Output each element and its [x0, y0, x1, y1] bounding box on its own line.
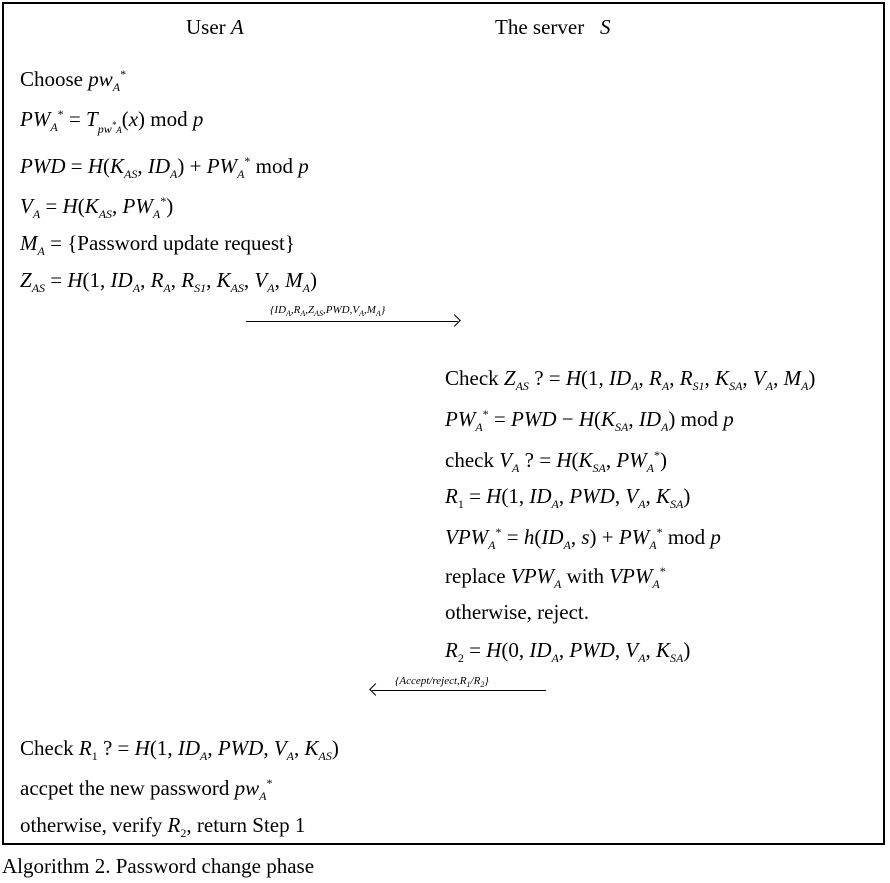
final-check-text: Check	[20, 736, 74, 760]
arrow-to-server	[246, 321, 458, 322]
user-step-accept: accpet the new password $pw_A^*$	[20, 776, 273, 803]
server-step-check-zas: Check $Z_{AS}$ ? = H(1, $ID_A$, $R_A$, $R_{S1}$, $K_{SA}$, $V_A$, $M_A$)	[445, 366, 816, 393]
arrow-to-user	[372, 690, 546, 691]
server-step-vpw: $VPW_A^* = h(ID_A$, $s) + PW_A^*$ mod p	[445, 525, 721, 552]
user-step-va: $V_A = H(K_{AS}$, $PW_A^*$)	[20, 194, 174, 221]
otherwise-verify-text: otherwise, verify	[20, 813, 163, 837]
user-var: A	[230, 15, 244, 39]
user-step-ma: $M_A$ = {Password update request}	[20, 231, 295, 258]
message-to-user-label: $\{Accept/reject,R_1/R_2\}$	[395, 675, 489, 689]
user-step-pw-compute: $PW_A^* = Tpw^*A(x)$ mod p	[20, 107, 204, 136]
user-step-otherwise: otherwise, verify $R_2$, return Step 1	[20, 813, 306, 840]
user-step-check-r1: Check $R_1$ ? = H(1, $ID_A$, PWD, $V_A$, $K_{AS}$)	[20, 736, 339, 763]
server-step-r2: $R_2 = H(0$, $ID_A$, PWD, $V_A$, $K_{SA}$)	[445, 638, 691, 665]
message-to-server-label: $\{ID_A,R_A,Z_{AS},PWD,V_A,M_A\}$	[270, 304, 386, 318]
replace-text: replace	[445, 564, 506, 588]
server-step-recover-pw: $PW_A^*$ = PWD − $H(K_{SA}$, $ID_A$) mod p	[445, 407, 734, 434]
user-a-header	[186, 17, 244, 38]
user-step-pwd: PWD = $H(K_{AS}$, $ID_A) + PW_A^*$ mod p	[20, 154, 309, 181]
password-request-text: {Password update request}	[67, 231, 295, 255]
choose-text: Choose	[20, 67, 83, 91]
server-var: S	[599, 15, 611, 39]
user-step-zas: $Z_{AS} = H(1$, $ID_A$, $R_A$, $R_{S1}$, $K_{AS}$, $V_A$, $M_A$)	[20, 268, 317, 295]
server-step-r1: $R_1 = H(1$, $ID_A$, PWD, $V_A$, $K_{SA}$)	[445, 484, 691, 511]
server-step-reject	[445, 602, 589, 623]
check-text: Check	[445, 366, 499, 390]
server-header	[495, 17, 610, 38]
with-text: with	[566, 564, 604, 588]
figure-caption: Algorithm 2. Password change phase	[2, 854, 315, 878]
server-label: The server	[495, 15, 585, 39]
check-lower-text: check	[445, 448, 494, 472]
server-step-replace: replace $VPW_A$ with $VPW_A^*$	[445, 564, 666, 591]
user-label: User	[186, 15, 226, 39]
user-step-choose: Choose $pw_A^*$	[20, 67, 127, 94]
accept-text: accpet the new password	[20, 776, 230, 800]
return-step-text: , return Step 1	[186, 813, 306, 837]
server-step-check-va: check $V_A$ ? = $H(K_{SA}$, $PW_A^*$)	[445, 448, 668, 475]
otherwise-reject-text: otherwise, reject.	[445, 600, 590, 624]
